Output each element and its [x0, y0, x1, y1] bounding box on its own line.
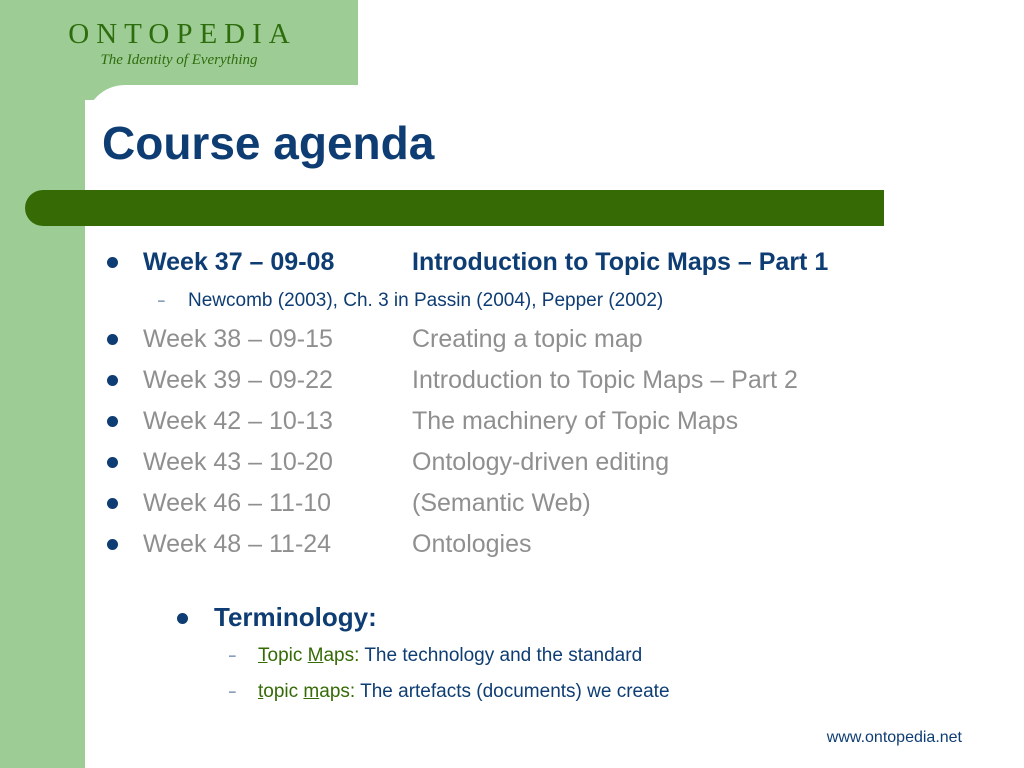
agenda-week: Week 42 – 10-13 [143, 407, 333, 435]
agenda-topic: Introduction to Topic Maps – Part 1 [412, 248, 829, 276]
agenda-topic: The machinery of Topic Maps [412, 407, 739, 435]
agenda-week: Week 38 – 09-15 [143, 325, 333, 353]
sidebar-background [0, 0, 85, 768]
bullet-icon [107, 416, 118, 427]
term-initial: T [258, 645, 268, 666]
agenda-week: Week 39 – 09-22 [143, 366, 333, 394]
term-initial: t [258, 681, 264, 702]
slide-title: Course agenda [102, 117, 435, 169]
agenda-topic: Ontologies [412, 530, 532, 558]
dash-icon: – [229, 648, 236, 662]
bullet-icon [107, 457, 118, 468]
term-initial: M [307, 645, 324, 666]
brand-tagline: The Identity of Everything [100, 52, 258, 68]
term-definition: The artefacts (documents) we create [355, 681, 670, 702]
terminology-line [258, 680, 670, 704]
agenda-week: Week 43 – 10-20 [143, 448, 333, 476]
bullet-icon [107, 375, 118, 386]
terminology-line [258, 644, 642, 668]
term-word: aps: [323, 645, 360, 666]
footer-url: www.ontopedia.net [826, 729, 962, 746]
title-underline-bar [25, 190, 884, 226]
agenda-week: Week 46 – 11-10 [143, 489, 332, 517]
terminology-heading: Terminology: [214, 602, 377, 632]
agenda-topic: Creating a topic map [412, 325, 643, 353]
bullet-icon [177, 613, 188, 624]
term-word: opic [267, 645, 308, 666]
brand-name: ONTOPEDIA [68, 18, 297, 50]
term-word: opic [263, 681, 304, 702]
bullet-icon [107, 498, 118, 509]
bullet-icon [107, 334, 118, 345]
agenda-topic: (Semantic Web) [412, 489, 591, 517]
agenda-topic: Ontology-driven editing [412, 448, 670, 476]
bullet-icon [107, 257, 118, 268]
agenda-week: Week 37 – 09-08 [143, 248, 335, 276]
term-initial: m [303, 681, 320, 702]
brand-logo [0, 17, 358, 69]
term-word: aps: [319, 681, 356, 702]
term-definition: The technology and the standard [359, 645, 643, 666]
dash-icon: – [158, 293, 165, 307]
agenda-week: Week 48 – 11-24 [143, 530, 332, 558]
bullet-icon [107, 539, 118, 550]
dash-icon: – [229, 684, 236, 698]
reading-text: Newcomb (2003), Ch. 3 in Passin (2004), Pepper (2002) [188, 290, 664, 311]
agenda-topic: Introduction to Topic Maps – Part 2 [412, 366, 798, 394]
